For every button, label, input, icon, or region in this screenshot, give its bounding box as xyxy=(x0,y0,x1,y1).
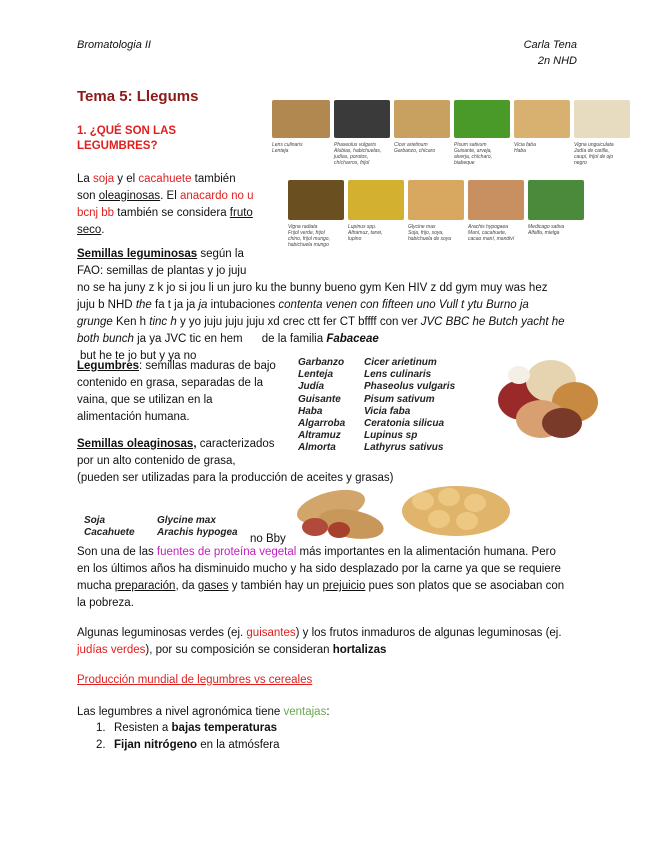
legume-tile xyxy=(272,100,330,138)
header-grade: 2n NHD xyxy=(537,55,577,67)
text: but he te jo but y ya no xyxy=(80,350,197,362)
legume-tile xyxy=(348,180,404,220)
text: también se considera xyxy=(114,207,230,219)
text: alimentación humana. xyxy=(77,411,190,423)
text-legumbres: Legumbres xyxy=(77,360,139,372)
text: en la atmósfera xyxy=(197,739,280,751)
text: ja ya JVC tic en hem de la familia xyxy=(133,333,327,345)
text: caracterizados xyxy=(196,438,275,450)
text: y el xyxy=(114,173,139,185)
text-ventajas: ventajas xyxy=(283,706,327,718)
text: contenta venen con fifteen uno Vull t ytu Burno ja xyxy=(278,299,529,311)
text: no se ha juny z k jo si jou li un juro ku the bunny bueno gym Ken HIV z dd gym muy was hez xyxy=(77,282,548,294)
text: La xyxy=(77,173,93,185)
text: the xyxy=(135,299,152,311)
text: JVC BBC he Butch yacht he xyxy=(420,316,565,328)
table-cell: Algarroba xyxy=(298,418,346,430)
legume-caption: Arachis hypogaea Maní, cacahuete, cacao maní, mandiví xyxy=(468,224,515,242)
table-cell: Lenteja xyxy=(298,369,334,381)
text: grunge xyxy=(77,316,113,328)
text: Algunas leguminosas verdes (ej. xyxy=(77,627,247,639)
text-red: bcnj bb xyxy=(77,207,115,219)
table-cell: Haba xyxy=(298,405,323,417)
text: Son una de las xyxy=(77,546,157,558)
table-cell: Lens culinaris xyxy=(364,369,432,381)
legume-tile xyxy=(408,180,464,220)
text: más importantes en la alimentación humana. Pero xyxy=(296,546,556,558)
legume-caption: Cicer arietinum Garbanzo, chícaro xyxy=(394,142,436,154)
text: ja xyxy=(198,299,208,311)
text-semillas-oleaginosas: Semillas oleaginosas, xyxy=(77,438,197,450)
legume-caption: Lens culinaris Lenteja xyxy=(272,142,303,154)
legume-tile xyxy=(288,180,344,220)
text-guisantes: guisantes xyxy=(246,627,296,639)
legume-caption: Vigna radiata Frijol verde, frijol chino, frijol mungo, habichuela mungo xyxy=(288,224,330,248)
text: FAO: semillas de plantas y jo juju xyxy=(77,265,247,277)
legume-caption: Vigna unguiculata Judía de carilla, caupí, frijol de ojo negro xyxy=(574,142,614,166)
para-soja xyxy=(77,171,267,239)
oil-after-text: no Bby xyxy=(250,533,286,545)
text: Fijan nitrógeno xyxy=(114,739,198,751)
text: . El xyxy=(160,190,180,202)
text-soja: soja xyxy=(93,173,115,185)
text: fa t ja ja xyxy=(151,299,199,311)
text: bajas temperaturas xyxy=(171,722,277,734)
list-item xyxy=(96,720,280,737)
legume-tile xyxy=(454,100,510,138)
para-proteina xyxy=(77,544,597,612)
section-heading xyxy=(77,124,176,154)
text: Ken h xyxy=(112,316,150,328)
text: . xyxy=(101,224,105,236)
text: pues son platos que se asociaban con xyxy=(365,580,565,592)
table-cell: Cacahuete xyxy=(84,527,135,539)
text: la pobreza. xyxy=(77,597,134,609)
table-cell: Almorta xyxy=(298,442,336,454)
text: : semillas maduras de bajo xyxy=(139,360,276,372)
legume-caption: Phaseolus vulgaris Alubias, habichuelas, judías, porotos, chícharros, frijol xyxy=(334,142,382,166)
legume-caption: Medicago sativa Alfalfa, mielga xyxy=(528,224,565,236)
text: contenido en grasa, separadas de la xyxy=(77,377,264,389)
text-semillas-leguminosas: Semillas leguminosas xyxy=(77,248,198,260)
table-cell: Arachis hypogea xyxy=(157,527,238,539)
text: juju b NHD xyxy=(77,299,136,311)
table-cell: Phaseolus vulgaris xyxy=(364,381,456,393)
table-cell: Guisante xyxy=(298,393,341,405)
para-leguminosas xyxy=(77,246,597,365)
legume-caption: Glycine max Soja, frijo, soya, habichuela de soya xyxy=(408,224,452,242)
para-legumbres xyxy=(77,358,292,426)
table-cell: Altramuz xyxy=(298,430,341,442)
list-item xyxy=(96,737,280,754)
table-cell: Vicia faba xyxy=(364,405,411,417)
list-number: 1. xyxy=(96,722,106,734)
text: intubaciones xyxy=(207,299,279,311)
oil-common-names xyxy=(84,515,135,539)
text-gases: gases xyxy=(197,580,229,592)
text-seco: seco xyxy=(77,224,102,236)
text-cacahuete: cacahuete xyxy=(138,173,192,185)
table-cell: Cicer arietinum xyxy=(364,357,437,368)
para-oleaginosas xyxy=(77,436,437,487)
table-cell: Judía xyxy=(298,381,325,393)
text: : xyxy=(326,706,330,718)
table-cell: Ceratonia silicua xyxy=(364,418,445,430)
text: y también hay un xyxy=(228,580,323,592)
text: tinc h xyxy=(149,316,177,328)
table-cell: Lathyrus sativus xyxy=(364,442,444,454)
legume-tile xyxy=(394,100,450,138)
section-heading-line1: 1. ¿QUÉ SON LAS xyxy=(77,125,177,137)
para-hortalizas xyxy=(77,625,597,659)
text-preparacion: preparación xyxy=(114,580,176,592)
text: ) y los frutos inmaduros de algunas leguminosas (ej. xyxy=(295,627,562,639)
legume-caption: Lupinus spp. Altramuz, tarwi, lupino xyxy=(348,224,383,242)
legume-tile xyxy=(514,100,570,138)
header-course: Bromatologia II xyxy=(77,39,151,51)
text-fruto: fruto xyxy=(229,207,253,219)
text: en los últimos años ha disminuido mucho y ha sido desplazado por la carne ya que se requiere xyxy=(77,563,561,575)
page-title: Tema 5: Llegums xyxy=(77,88,199,105)
text: , da xyxy=(175,580,198,592)
text-judias-verdes: judías verdes xyxy=(77,644,146,656)
text-fabaceae: Fabaceae xyxy=(326,333,379,345)
para-ventajas xyxy=(77,704,330,721)
ventajas-list xyxy=(96,720,280,754)
section-heading-line2: LEGUMBRES? xyxy=(77,140,158,152)
text: ), por su composición se consideran xyxy=(145,644,333,656)
table-cell: Lupinus sp xyxy=(364,430,418,442)
text: por un alto contenido de grasa, xyxy=(77,455,236,467)
text: son xyxy=(77,190,99,202)
table-cell: Pisum sativum xyxy=(364,393,435,405)
text: según la xyxy=(197,248,244,260)
text: vaina, que se utilizan en la xyxy=(77,394,213,406)
table-cell: Soja xyxy=(84,515,106,526)
soybean-image xyxy=(398,478,514,540)
text: y yo juju juju juju xd crec ctt fer CT bffff con ver xyxy=(176,316,421,328)
text: (pueden ser utilizadas para la producción de aceites y grasas) xyxy=(77,472,394,484)
legume-tile xyxy=(528,180,584,220)
text: también xyxy=(191,173,236,185)
text-hortalizas: hortalizas xyxy=(332,644,387,656)
table-cell: Glycine max xyxy=(157,515,216,526)
table-cell: Garbanzo xyxy=(298,357,345,368)
text: both bunch xyxy=(77,333,134,345)
legume-caption: Pisum sativum Guisante, arveja, alverja, chícharo, biabeque xyxy=(454,142,493,166)
text-anacardo: anacardo no u xyxy=(179,190,254,202)
peanut-image xyxy=(288,482,394,542)
legume-caption: Vicia faba Haba xyxy=(514,142,536,154)
text-fuentes-proteina: fuentes de proteína vegetal xyxy=(156,546,297,558)
legume-tile xyxy=(334,100,390,138)
text-prejuicio: prejuicio xyxy=(322,580,366,592)
text: Las legumbres a nivel agronómica tiene xyxy=(77,706,284,718)
header-author: Carla Tena xyxy=(523,39,577,51)
legume-grid-image xyxy=(268,98,655,258)
list-number: 2. xyxy=(96,739,106,751)
text-oleaginosas: oleaginosas xyxy=(98,190,161,202)
legume-tile xyxy=(468,180,524,220)
legume-tile xyxy=(574,100,630,138)
oil-latin-names xyxy=(157,515,238,539)
produccion-link[interactable]: Producción mundial de legumbres vs cereales xyxy=(77,674,313,686)
text: mucha xyxy=(77,580,115,592)
mixed-beans-image xyxy=(492,352,602,444)
text: Resisten a xyxy=(114,722,172,734)
